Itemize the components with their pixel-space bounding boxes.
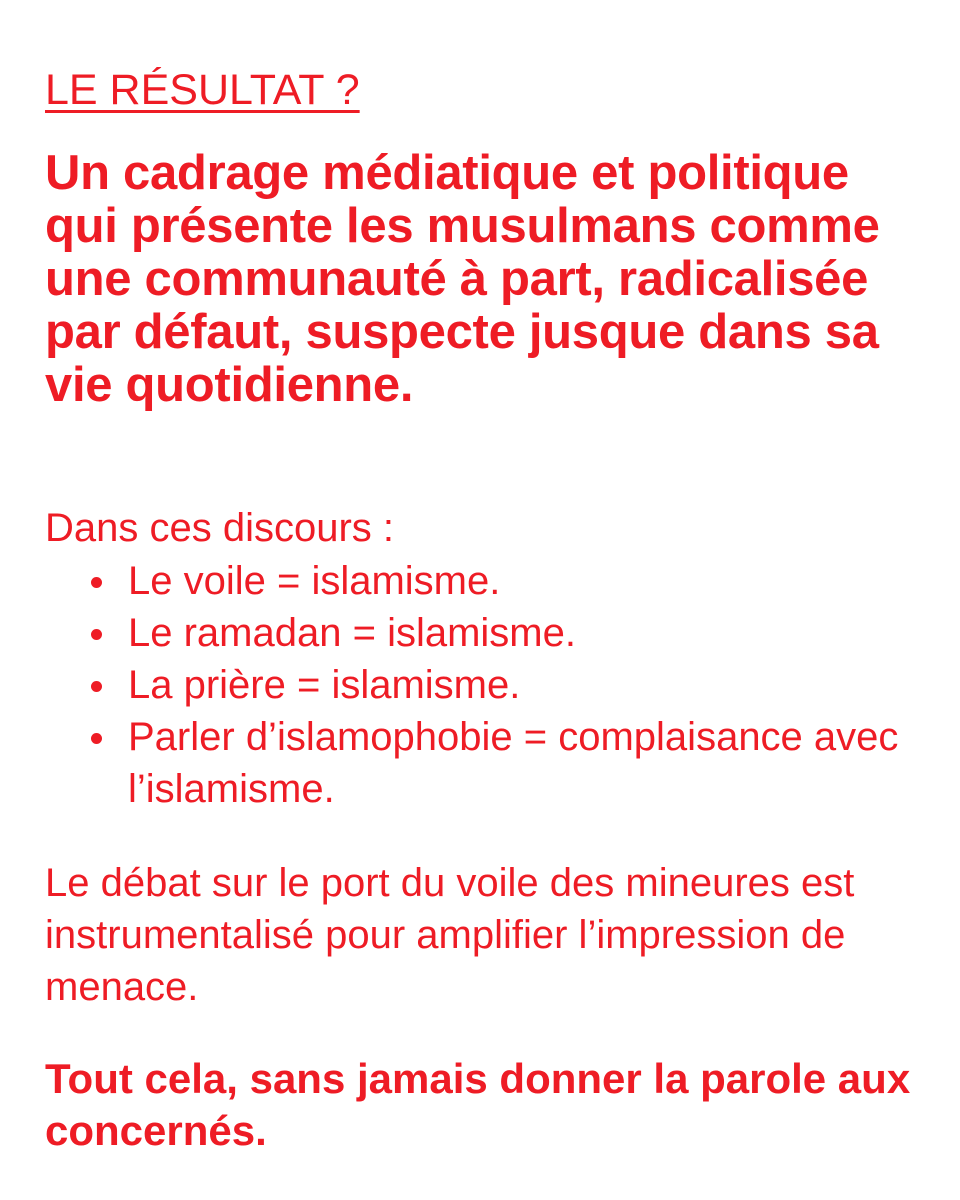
- headline: Un cadrage médiatique et politique qui présente les musulmans comme une communauté à part, radicalisée par défaut, suspecte jusque dans sa vie quotidienne.: [45, 146, 880, 412]
- list-item: Le ramadan = islamisme.: [128, 607, 908, 659]
- closing-statement: Tout cela, sans jamais donner la parole aux concernés.: [45, 1055, 911, 1154]
- list-item: Le voile = islamisme.: [128, 555, 908, 607]
- list-item: Parler d’islamophobie = complaisance avec l’islamisme.: [128, 711, 908, 815]
- body-paragraph: Le débat sur le port du voile des mineures est instrumentalisé pour amplifier l’impression de menace.: [45, 861, 855, 1009]
- discourse-intro: Dans ces discours :: [45, 506, 395, 550]
- list-item: La prière = islamisme.: [128, 659, 908, 711]
- section-kicker: LE RÉSULTAT ?: [45, 66, 360, 114]
- discourse-list: [128, 555, 908, 815]
